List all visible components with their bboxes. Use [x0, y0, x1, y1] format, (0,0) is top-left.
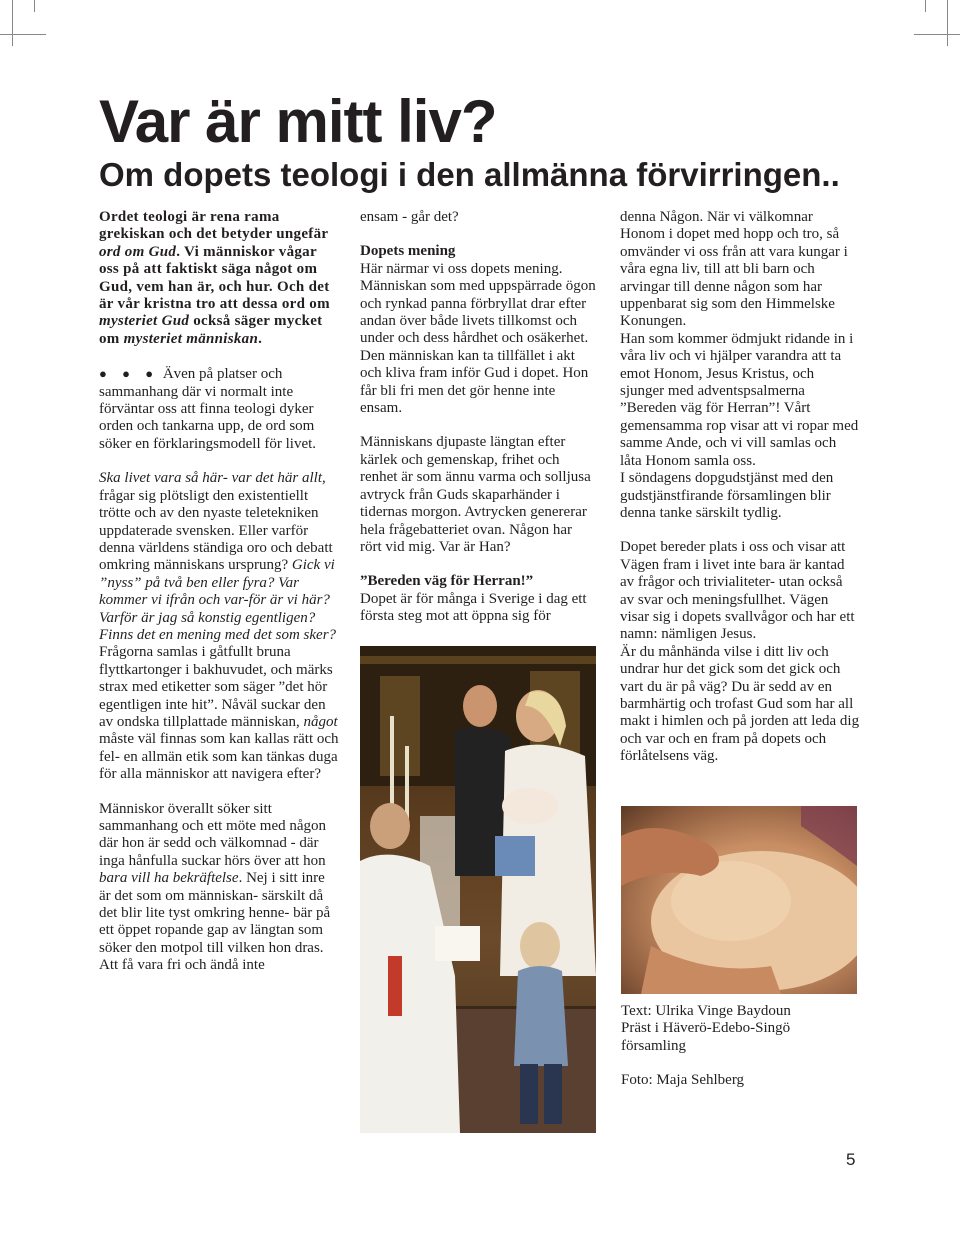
- baby-closeup-photo: [621, 806, 857, 994]
- column-1: [99, 209, 339, 975]
- paragraph-continued: ensam - går det?: [360, 209, 459, 225]
- credit-parish-cont: församling: [621, 1037, 686, 1054]
- paragraph-2: ● ● ● Även på platser och sammanhang där vi normalt inte förväntar oss att finna teologi dyker orden och tankarna upp, de ord som söker en förklaringsmodell för livet.: [99, 366, 317, 452]
- page-number: 5: [846, 1150, 856, 1169]
- paragraph: Människans djupaste längtan efter kärlek och gemenskap, frihet och renhet är som ännu varma och solljusa avtryck från Guds skaparhänder i tidernas morgon. Avtrycken genererar hela frågebatteriet ovan. Någon har rört vid mig. Var är Han?: [360, 434, 591, 555]
- baptism-photo-illustration: [360, 646, 596, 1133]
- paragraph-continued: denna Någon. När vi välkomnar Honom i dopet med hopp och tro, så omvänder vi oss från att vara kungar i våra egna liv, till att bli barn och arvingar till denne någon som har uppenbarat sig som den Himmelske Konungen.: [620, 209, 848, 330]
- paragraph: Han som kommer ödmjukt ridande in i våra liv och vi hjälper varandra att ta emot Honom, Jesus Kristus, och sjunger med adventspsalmerna ”Bereden väg för Herran”! Vårt gemensamma rop visar att vi ropar med samme Ande, och vi vill samlas och låta Honom samla oss.: [620, 330, 859, 469]
- baptism-photo: [360, 646, 596, 1133]
- page-subtitle: Om dopets teologi i den allmänna förvirringen..: [99, 156, 840, 193]
- paragraph: Är du månhända vilse i ditt liv och undrar hur det gick som det gick och vart du är på väg? Du är sedd av en barmhärtig och trofast Gud som har all makt i himlen och på jorden att leda dig och var och en fram på dopets och förlåtelsens väg.: [620, 643, 860, 765]
- credit-photographer: Foto: Maja Sehlberg: [621, 1072, 745, 1089]
- column-2: [360, 209, 596, 626]
- paragraph: Här närmar vi oss dopets mening. Människan som med uppspärrade ögon och rynkad panna förbryllat drar efter andan över både livets tillkomst och under och dess hårdhet och osäkerhet. Den människan kan ta tillfället i akt och kliva fram inför Gud i dopet. Hon får bli fri men det gör henne inte ensam.: [360, 260, 596, 417]
- crop-mark-top-left-horizontal: [0, 34, 46, 35]
- crop-mark-top-left-vertical: [12, 0, 13, 46]
- crop-mark-top-left-vertical-2: [34, 0, 35, 12]
- column-3: [620, 209, 860, 766]
- paragraph: Dopet är för många i Sverige i dag ett första steg mot att öppna sig för: [360, 590, 587, 625]
- paragraph: I söndagens dopgudstjänst med den gudstjänstfirande församlingen blir denna tanke särskilt tydlig.: [620, 470, 834, 521]
- crop-mark-top-right-vertical-2: [925, 0, 926, 12]
- lead-paragraph: Ordet teologi är rena rama grekiskan och det betyder ungefär ord om Gud. Vi människor vågar oss på att faktiskt säga något om Gud, vem han är, och hur. Och det är vår kristna tro att dessa ord om mysteriet Gud också säger mycket om mysteriet människan.: [99, 209, 330, 347]
- bullet-ornament: ● ● ●: [99, 366, 160, 382]
- photo-credits: [621, 1003, 861, 1090]
- page-title: Var är mitt liv?: [99, 88, 497, 155]
- section-heading-dopets-mening: Dopets mening: [360, 243, 456, 260]
- credit-parish: Präst i Häverö-Edebo-Singö: [621, 1020, 791, 1037]
- paragraph: Dopet bereder plats i oss och visar att Vägen fram i livet inte bara är kantad av frågor och trivialiteter- utan också av svar och meningsfullhet. Vägen visar sig i dopets svallvågor och har ett namn: nämligen Jesus.: [620, 539, 855, 643]
- baby-closeup-illustration: [621, 806, 857, 994]
- crop-mark-top-right-horizontal: [914, 34, 960, 35]
- paragraph-3: Ska livet vara så här- var det här allt, frågar sig plötsligt den existentiellt trötte och av den nyaste teletekniken uppdaterade svensken. Eller varför denna världens ständiga oro och debatt omkring människans ursprung? Gick vi ”nyss” på två ben eller fyra? Var kommer vi ifrån och var-för är vi här? Varför är jag så konstig egentligen? Finns det en mening med det som sker? Frågorna samlas i gåtfullt bruna flyttkartonger i bakhuvudet, och märks strax med etiketter som säger ”det hör egentligen inte hit”. Nåväl suckar den av ondska tillplattade människan, något måste väl finnas som kan kallas rätt och fel- en allmän etik som kan tänkas duga för alla människor att navigera efter?: [99, 470, 339, 783]
- section-heading-bereden-vag: ”Bereden väg för Herran!”: [360, 573, 534, 590]
- crop-mark-top-right-vertical: [947, 0, 948, 46]
- paragraph-4: Människor överallt söker sitt sammanhang och ett möte med någon där hon är sedd och välkomnad - där inga hånfulla suckar hörs över att hon bara vill ha bekräftelse. Nej i sitt inre är det som om människan- särskilt då det blir lite tyst omkring henne- bär på ett öppet ropande gap av längtan som söker den motpol till vilken hon dras. Att få vara fri och ändå inte: [99, 800, 331, 974]
- credit-author: Text: Ulrika Vinge Baydoun: [621, 1003, 791, 1019]
